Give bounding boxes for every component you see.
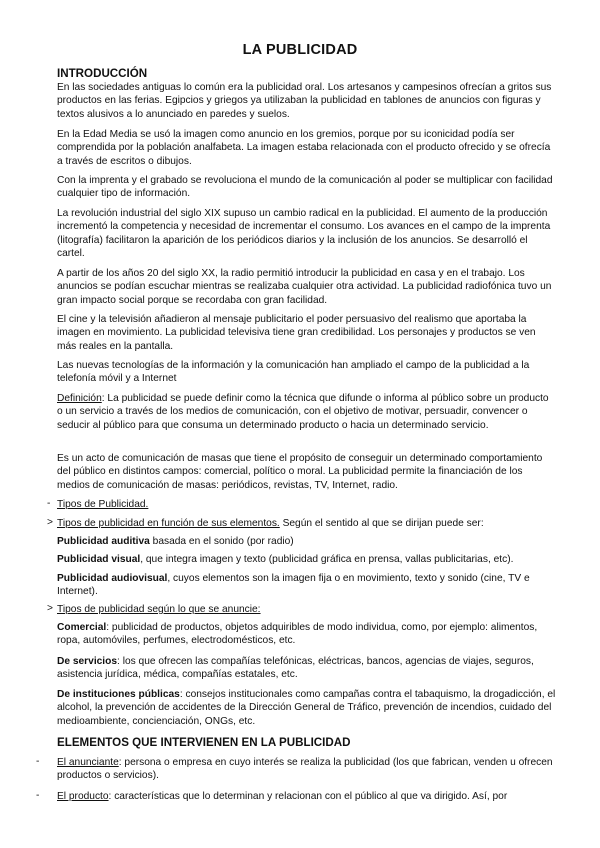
announce-type-desc: : consejos institucionales como campañas contra el tabaquismo, la drogadicción, el alcohol, la prevención de accidentes de la Dirección General de Tráfico, prevención de incendios, cuidado del medioambiente, concienciación, ONGs, etc. [57, 689, 556, 727]
participant-bullet: - [36, 756, 40, 767]
announce-heading-text: Tipos de publicidad según lo que se anuncie: [57, 604, 261, 615]
element-type-desc: , que integra imagen y texto (publicidad gráfica en prensa, vallas publicitarias, etc). [140, 554, 514, 565]
types-heading [57, 498, 557, 511]
element-type-visual [57, 553, 557, 566]
participant-desc: : persona o empresa en cuyo interés se realiza la publicidad (los que fabrican, venden u ofrecen productos o servicios). [57, 757, 553, 782]
announce-type-name: De servicios [57, 656, 118, 667]
intro-paragraph-3: Con la imprenta y el grabado se revoluciona el mundo de la comunicación al poder se multiplicar con facilidad cualquier tipo de información. [57, 175, 553, 200]
definition-text: : La publicidad se puede definir como la técnica que difunde o informa al público sobre un producto o un servicio a través de los medios de comunicación, con el objetivo de motivar, persuadir, convencer o seducir al público para que consuma un determinado producto o hacia un determinado servicio. [57, 393, 549, 431]
announce-type-name: Comercial [57, 622, 107, 633]
elements-intro: Según el sentido al que se dirijan puede ser: [279, 518, 484, 529]
participant-anunciante [57, 756, 557, 783]
announce-type-desc: : publicidad de productos, objetos adquiribles de modo individua, como, por ejemplo: alimentos, ropa, automóviles, perfumes, electrodomésticos, etc. [57, 622, 538, 647]
announce-type-comercial [57, 621, 557, 648]
participant-producto [57, 790, 557, 803]
announce-bullet: > [47, 603, 53, 614]
element-type-auditiva [57, 535, 557, 548]
element-type-desc: , cuyos elementos son la imagen fija o en movimiento, texto y sonido (cine, TV e Internet). [57, 573, 530, 598]
types-heading-text: Tipos de Publicidad. [57, 499, 149, 510]
element-type-audiovisual [57, 572, 557, 599]
announce-type-desc: : los que ofrecen las compañías telefónicas, eléctricas, bancos, agencias de viajes, seguros, asistencia jurídica, médica, compañías estatales, etc. [57, 656, 534, 681]
participant-label: El producto [57, 791, 109, 802]
intro-paragraph-2: En la Edad Media se usó la imagen como anuncio en los gremios, porque por su iconicidad podía ser comprendida por la población analfabeta. La imagen estaba relacionada con el producto ofrecido y se ofrecía a través de escritos o dibujos. [57, 129, 551, 167]
intro-paragraph-4: La revolución industrial del siglo XIX supuso un cambio radical en la publicidad. El aumento de la producción incrementó la competencia y necesidad de incrementar el consumo. Los avances en el campo de la imprenta (litografía) facilitaron la aparición de los periódicos diarios y la inclusión de los anuncios. Se desarrolló el cartel. [57, 208, 551, 260]
element-type-desc: basada en el sonido (por radio) [149, 536, 294, 547]
types-bullet: - [47, 498, 51, 509]
announce-type-servicios [57, 655, 557, 682]
intro-paragraph-5: A partir de los años 20 del siglo XX, la radio permitió introducir la publicidad en casa y en el trabajo. Los anuncios se podían escuchar mientras se realizaba cualquier otra actividad. La publicidad radiofónica tuvo un gran impacto social porque se recordaba con gran facilidad. [57, 268, 552, 306]
participant-bullet: - [36, 790, 40, 801]
participant-label: El anunciante [57, 757, 119, 768]
intro-paragraph-1: En las sociedades antiguas lo común era la publicidad oral. Los artesanos y campesinos ofrecían a gritos sus productos en las ferias. Egipcios y griegos ya utilizaban la publicidad en tablones de anuncios con figuras y textos alusivos a lo anunciado en paredes y suelos. [57, 82, 552, 120]
elements-section-heading: ELEMENTOS QUE INTERVIENEN EN LA PUBLICIDAD [57, 736, 351, 749]
definition-paragraph [57, 392, 557, 432]
elements-heading [57, 517, 557, 530]
element-type-name: Publicidad audiovisual [57, 573, 168, 584]
element-type-name: Publicidad auditiva [57, 536, 150, 547]
participant-desc: : características que lo determinan y relacionan con el público al que va dirigido. Así, por [108, 791, 508, 802]
elements-heading-text: Tipos de publicidad en función de sus elementos. [57, 518, 280, 529]
announce-type-instituciones [57, 688, 557, 728]
announce-type-name: De instituciones públicas [57, 689, 180, 700]
element-type-name: Publicidad visual [57, 554, 141, 565]
elements-bullet: > [47, 517, 53, 528]
definition-label: Definición [57, 393, 102, 404]
announce-heading [57, 603, 557, 616]
intro-paragraph-7: Las nuevas tecnologías de la información y la comunicación han ampliado el campo de la publicidad a la telefonía móvil y a Internet [57, 360, 530, 385]
page-title: LA PUBLICIDAD [242, 42, 358, 58]
intro-paragraph-6: El cine y la televisión añadieron al mensaje publicitario el poder persuasivo del realismo que aportaba la imagen en movimiento. La publicidad televisiva tiene gran credibilidad. Los personajes y productos se ven más reales en la pantalla. [57, 314, 536, 352]
intro-heading: INTRODUCCIÓN [57, 67, 148, 80]
definition-paragraph-2: Es un acto de comunicación de masas que tiene el propósito de conseguir un determinado comportamiento del público en distintos campos: comercial, político o moral. La publicidad permite la financiación de los medios de comunicación de masas: periódicos, revistas, TV, Internet, radio. [57, 453, 543, 491]
